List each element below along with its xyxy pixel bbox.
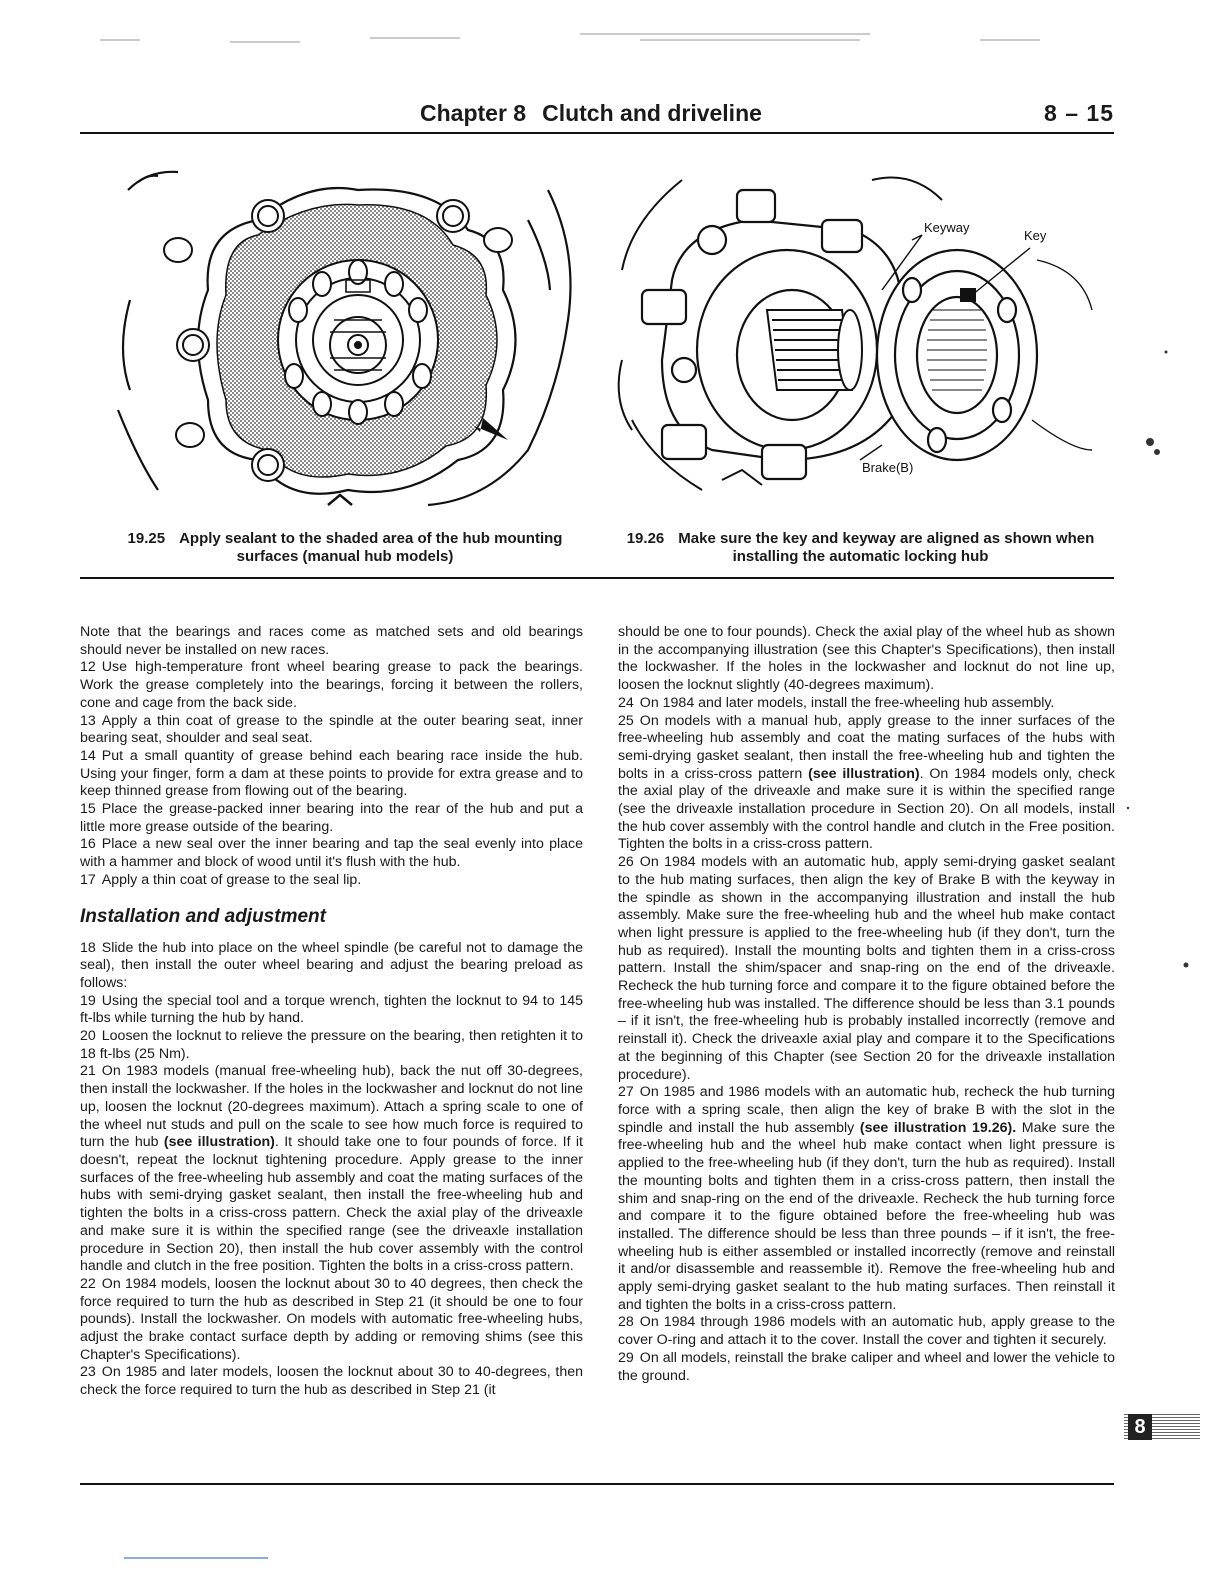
chapter-number: Chapter 8 <box>420 100 527 126</box>
step-29 <box>618 1350 1115 1385</box>
step-number: 17 <box>80 871 96 888</box>
illustration-reference: (see illustration) <box>808 765 920 782</box>
step-text: On 1985 and 1986 models with an automatic hub, recheck the hub turning force with a spring scale, then align the key of brake B with the slot in the spindle and install the hub assembly <box>618 1084 1115 1136</box>
step-number: 16 <box>80 836 96 853</box>
figure-caption-19-26 <box>608 530 1113 566</box>
step-text: On all models, reinstall the brake caliper and wheel and lower the vehicle to the ground. <box>618 1349 1115 1384</box>
figure-caption-text: Make sure the key and keyway are aligned as shown when installing the automatic locking hub <box>678 530 1095 565</box>
chapter-title: Clutch and driveline <box>542 100 762 126</box>
step-number: 15 <box>80 801 96 818</box>
figure-19-26-automatic-hub <box>612 160 1112 525</box>
step-23 <box>80 1364 583 1399</box>
step-12 <box>80 659 583 712</box>
step-17 <box>80 872 583 890</box>
step-text: should be one to four pounds). Check the axial play of the wheel hub as shown in the accompanying illustration (see this Chapter's Specifications), then install the lockwasher. If the holes in the lockwasher and locknut do not line up, loosen the locknut slightly (40-degrees maximum). <box>618 624 1115 694</box>
figure-number: 19.25 <box>127 530 166 547</box>
step-text: On 1985 and later models, loosen the locknut about 30 to 40-degrees, then check the force required to turn the hub as described in Step 21 (it <box>80 1364 583 1399</box>
step-text: On models with a manual hub, apply grease to the inner surfaces of the free-wheeling hub assembly and coat the mating surfaces of the hubs with semi-drying gasket sealant, then install the free-wheeling hub and tighten the bolts in a criss-cross pattern <box>618 712 1115 782</box>
step-number: 18 <box>80 939 96 956</box>
step-13 <box>80 713 583 748</box>
divider-rule <box>80 577 1114 579</box>
step-number: 19 <box>80 992 96 1009</box>
illustration-reference: (see illustration 19.26). <box>859 1119 1017 1136</box>
step-number: 28 <box>618 1314 634 1331</box>
page-header <box>80 96 1114 134</box>
step-15 <box>80 801 583 836</box>
step-text: . On 1984 models only, check the axial play of the driveaxle and make sure it is within the specified range (see the driveaxle installation procedure in Section 20). On all models, install the hub cover assembly with the control handle and clutch in the Free position. Tighten the bolts in a criss-cross pattern. <box>618 765 1115 853</box>
label-keyway: Keyway <box>924 220 970 235</box>
figure-caption-text: Apply sealant to the shaded area of the hub mounting surfaces (manual hub models) <box>179 530 563 565</box>
page-number: 8 – 15 <box>1044 100 1114 126</box>
step-27 <box>618 1084 1115 1314</box>
text-column-right <box>618 624 1115 1385</box>
step-text: Using the special tool and a torque wrench, tighten the locknut to 94 to 145 ft-lbs while turning the hub by hand. <box>80 992 583 1027</box>
text-column-left <box>80 624 583 1400</box>
step-22 <box>80 1276 583 1365</box>
step-text: Place a new seal over the inner bearing and tap the seal evenly into place with a hammer and block of wood until it's flush with the hub. <box>80 836 583 871</box>
step-text: . It should take one to four pounds of force. If it doesn't, repeat the locknut tightening procedure. Apply grease to the inner surfaces of the free-wheeling hub assembly and coat the mating surfaces of the hubs with semi-drying gasket sealant, then install the free-wheeling hub and tighten the bolts in a criss-cross pattern. Check the axial play of the driveaxle and make sure it is within the specified range (see the driveaxle installation procedure in Section 20), then install the hub cover assembly with the control handle and clutch in the free position. Tighten the bolts in a criss-cross pattern. <box>80 1134 583 1275</box>
step-text: On 1984 models, loosen the locknut about 30 to 40 degrees, then check the force required to turn the hub as described in Step 21 (it should be one to four pounds). Install the lockwasher. On models with automatic free-wheeling hubs, adjust the brake contact surface depth by adding or removing shims (see this Chapter's Specifications). <box>80 1275 583 1363</box>
step-24 <box>618 695 1115 713</box>
step-number: 21 <box>80 1063 96 1080</box>
step-number: 20 <box>80 1028 96 1045</box>
step-text: Place the grease-packed inner bearing into the rear of the hub and put a little more grease outside of the bearing. <box>80 801 583 835</box>
step-text: Slide the hub into place on the wheel spindle (be careful not to damage the seal), then install the outer wheel bearing and adjust the bearing preload as follows: <box>80 939 583 991</box>
step-number: 24 <box>618 694 634 711</box>
step-text: Use high-temperature front wheel bearing grease to pack the bearings. Work the grease completely into the bearings, forcing it between the rollers, cone and cage from the back side. <box>80 659 583 711</box>
step-26 <box>618 854 1115 1084</box>
step-number: 14 <box>80 747 96 764</box>
step-text: On 1984 and later models, install the free-wheeling hub assembly. <box>639 694 1055 711</box>
automatic-hub-illustration <box>612 160 1112 525</box>
step-14 <box>80 748 583 801</box>
step-text: Note that the bearings and races come as matched sets and old bearings should never be installed on new races. <box>80 624 583 658</box>
step-20 <box>80 1028 583 1063</box>
divider-rule <box>80 1483 1114 1485</box>
step-number: 29 <box>618 1349 634 1366</box>
step-text: Loosen the locknut to relieve the pressure on the bearing, then retighten it to 18 ft-lbs (25 Nm). <box>80 1028 583 1062</box>
paragraph <box>80 624 583 659</box>
illustration-reference: (see illustration) <box>163 1134 275 1151</box>
label-brake-b: Brake(B) <box>862 460 914 475</box>
step-number: 27 <box>618 1084 634 1101</box>
step-18 <box>80 940 583 993</box>
step-16 <box>80 836 583 871</box>
figure-number: 19.26 <box>626 530 665 547</box>
step-text: On 1984 through 1986 models with an automatic hub, apply grease to the cover O-ring and attach it to the cover. Install the cover and tighten it securely. <box>618 1314 1115 1349</box>
paragraph-continued <box>618 624 1115 695</box>
manual-hub-illustration <box>108 160 588 525</box>
tab-label: 8 <box>1128 1414 1152 1440</box>
section-subheading: Installation and adjustment <box>80 905 326 927</box>
step-text: Apply a thin coat of grease to the spindle at the outer bearing seat, inner bearing seat, shoulder and seal seat. <box>80 712 583 747</box>
step-21 <box>80 1063 583 1275</box>
step-25 <box>618 713 1115 855</box>
step-28 <box>618 1314 1115 1349</box>
step-number: 25 <box>618 712 634 729</box>
label-key: Key <box>1024 228 1047 243</box>
step-number: 13 <box>80 712 96 729</box>
step-number: 26 <box>618 854 634 871</box>
figure-caption-19-25 <box>100 530 590 566</box>
step-text: Apply a thin coat of grease to the seal lip. <box>101 871 362 888</box>
chapter-heading <box>420 100 762 127</box>
chapter-thumb-tab <box>1124 1412 1200 1442</box>
step-number: 23 <box>80 1364 96 1381</box>
step-text: On 1984 models with an automatic hub, apply semi-drying gasket sealant to the hub mating surfaces, then align the key of Brake B with the keyway in the spindle as shown in the accompanying illustration and install the hub assembly. Make sure the free-wheeling hub and the wheel hub make contact when light pressure is applied to the free-wheeling hub (if they don't, turn the hub as required). Install the mounting bolts and tighten them in a criss-cross pattern. Install the shim/spacer and snap-ring on the end of the driveaxle. Recheck the hub turning force and compare it to the figure obtained before the free-wheeling hub was installed. The difference should be less than 3.1 pounds – if it isn't, the free-wheeling hub is probably installed incorrectly (remove and reinstall it). Check the driveaxle axial play and compare it to the Specifications at the beginning of this Chapter (see Section 20 for the driveaxle installation procedure). <box>618 854 1115 1083</box>
step-number: 22 <box>80 1275 96 1292</box>
step-text: Put a small quantity of grease behind each bearing race inside the hub. Using your finger, form a dam at these points to provide for extra grease and to keep thinned grease from flowing out of the bearing. <box>80 747 583 800</box>
step-number: 12 <box>80 659 96 676</box>
step-19 <box>80 993 583 1028</box>
figure-19-25-manual-hub <box>108 160 588 525</box>
step-text: On 1983 models (manual free-wheeling hub), back the nut off 30-degrees, then install the lockwasher. If the holes in the lockwasher and locknut do not line up, loosen the locknut (20-degrees maximum). Attach a spring scale to one of the wheel nut studs and pull on the scale to see how much force is required to turn the hub <box>80 1063 583 1151</box>
step-text: Make sure the free-wheeling hub and the wheel hub make contact when light pressure is applied to the free-wheeling hub (if they don't, turn the hub as required). Install the mounting bolts and tighten them in a criss-cross pattern, then install the shim and snap-ring on the end of the driveaxle. Recheck the hub turning force and compare it to the figure obtained before the free-wheeling hub was installed. The difference should be less than three pounds – if it isn't, the free-wheeling hub is either assembled or installed incorrectly (remove and reinstall it and/or disassemble and reassemble it). Remove the free-wheeling hub and apply semi-drying gasket sealant to the hub mating surfaces. Then reinstall it and tighten the bolts in a criss-cross pattern. <box>618 1119 1115 1313</box>
